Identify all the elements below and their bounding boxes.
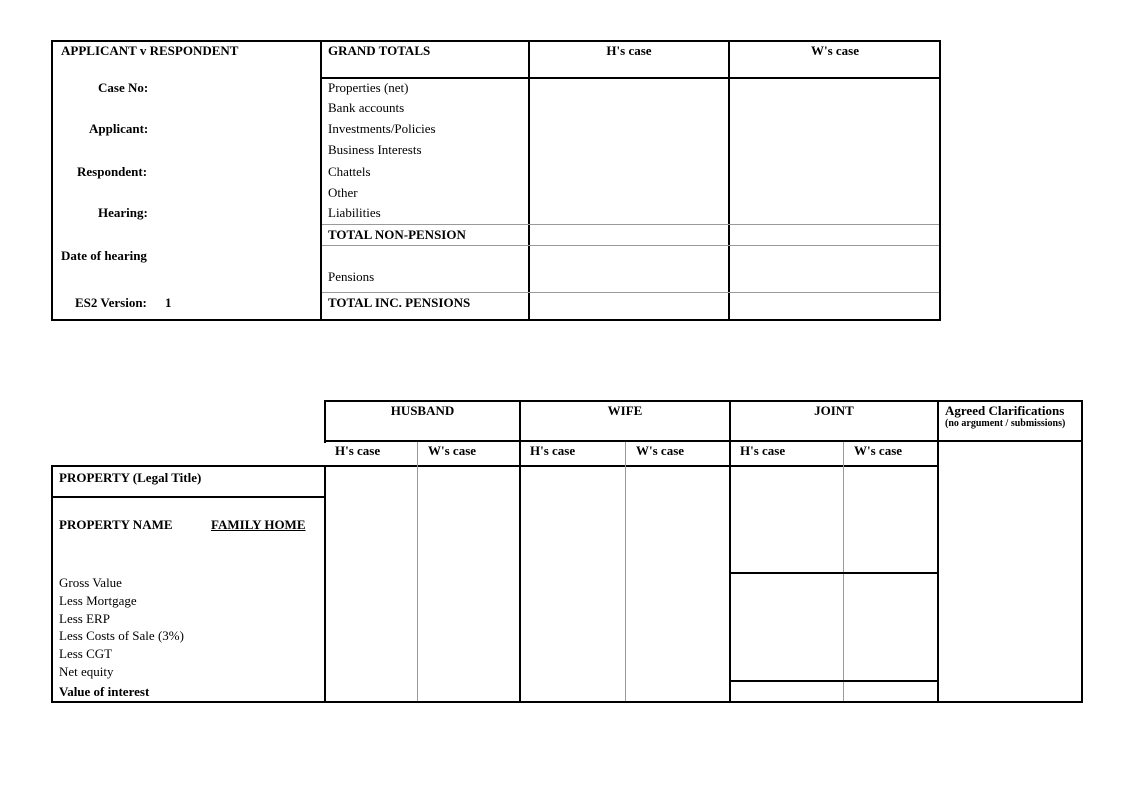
property-row-label: Net equity [59,664,114,679]
sub-col-divider [625,442,626,701]
joint-divider [729,572,938,574]
joint-divider [729,680,938,682]
applicant-label: Applicant: [89,121,149,136]
property-title-divider [51,496,326,498]
summary-w-case-header: W's case [810,43,860,58]
property-row-label: Gross Value [59,575,122,590]
case-no-label: Case No: [98,80,149,95]
property-name-value: FAMILY HOME [211,517,306,532]
pensions-label: Pensions [328,269,375,284]
date-of-hearing-label: Date of hearing [61,248,147,263]
joint-w-case-header: W's case [854,443,903,458]
property-row-label: Less ERP [59,611,110,626]
total-inc-pensions-label: TOTAL INC. PENSIONS [328,295,471,310]
husband-header: HUSBAND [390,403,455,418]
agreed-clarifications-subheader: (no argument / submissions) [945,418,1066,429]
husband-w-case-header: W's case [428,443,477,458]
wife-h-case-header: H's case [530,443,576,458]
es2-version-value: 1 [165,295,172,310]
es2-version-label: ES2 Version: [75,295,147,310]
wife-header: WIFE [607,403,643,418]
summary-col-divider-2 [528,40,530,321]
joint-h-case-header: H's case [740,443,786,458]
value-of-interest-label: Value of interest [59,684,150,699]
respondent-label: Respondent: [77,164,148,179]
hearing-label: Hearing: [98,205,148,220]
summary-row-line [322,224,939,225]
summary-row-line [322,292,939,293]
property-row-label: Less Costs of Sale (3%) [59,628,184,643]
grand-totals-row: Business Interests [328,142,422,157]
property-right-border [324,440,1083,703]
wife-w-case-header: W's case [636,443,685,458]
grand-totals-row: Properties (net) [328,80,409,95]
agreed-clarifications-header: Agreed Clarifications [945,403,1065,418]
summary-header-divider [320,77,941,79]
summary-h-case-header: H's case [606,43,652,58]
property-name-label: PROPERTY NAME [59,517,173,532]
applicant-v-respondent-heading: APPLICANT v RESPONDENT [61,43,239,58]
property-row-label: Less CGT [59,646,113,661]
grand-totals-row: Bank accounts [328,100,405,115]
property-section-title: PROPERTY (Legal Title) [59,470,202,485]
total-non-pension-label: TOTAL NON-PENSION [328,227,466,242]
summary-col-divider-3 [728,40,730,321]
sub-col-divider [417,442,418,701]
husband-h-case-header: H's case [335,443,381,458]
grand-totals-row: Other [328,185,358,200]
joint-header: JOINT [814,403,854,418]
grand-totals-row: Investments/Policies [328,121,436,136]
summary-col-divider-1 [320,40,322,321]
summary-row-line [322,245,939,246]
property-row-label: Less Mortgage [59,593,137,608]
grand-totals-row: Liabilities [328,205,381,220]
summary-outer-border [51,40,941,321]
grand-totals-heading: GRAND TOTALS [328,43,431,58]
grand-totals-row: Chattels [328,164,371,179]
